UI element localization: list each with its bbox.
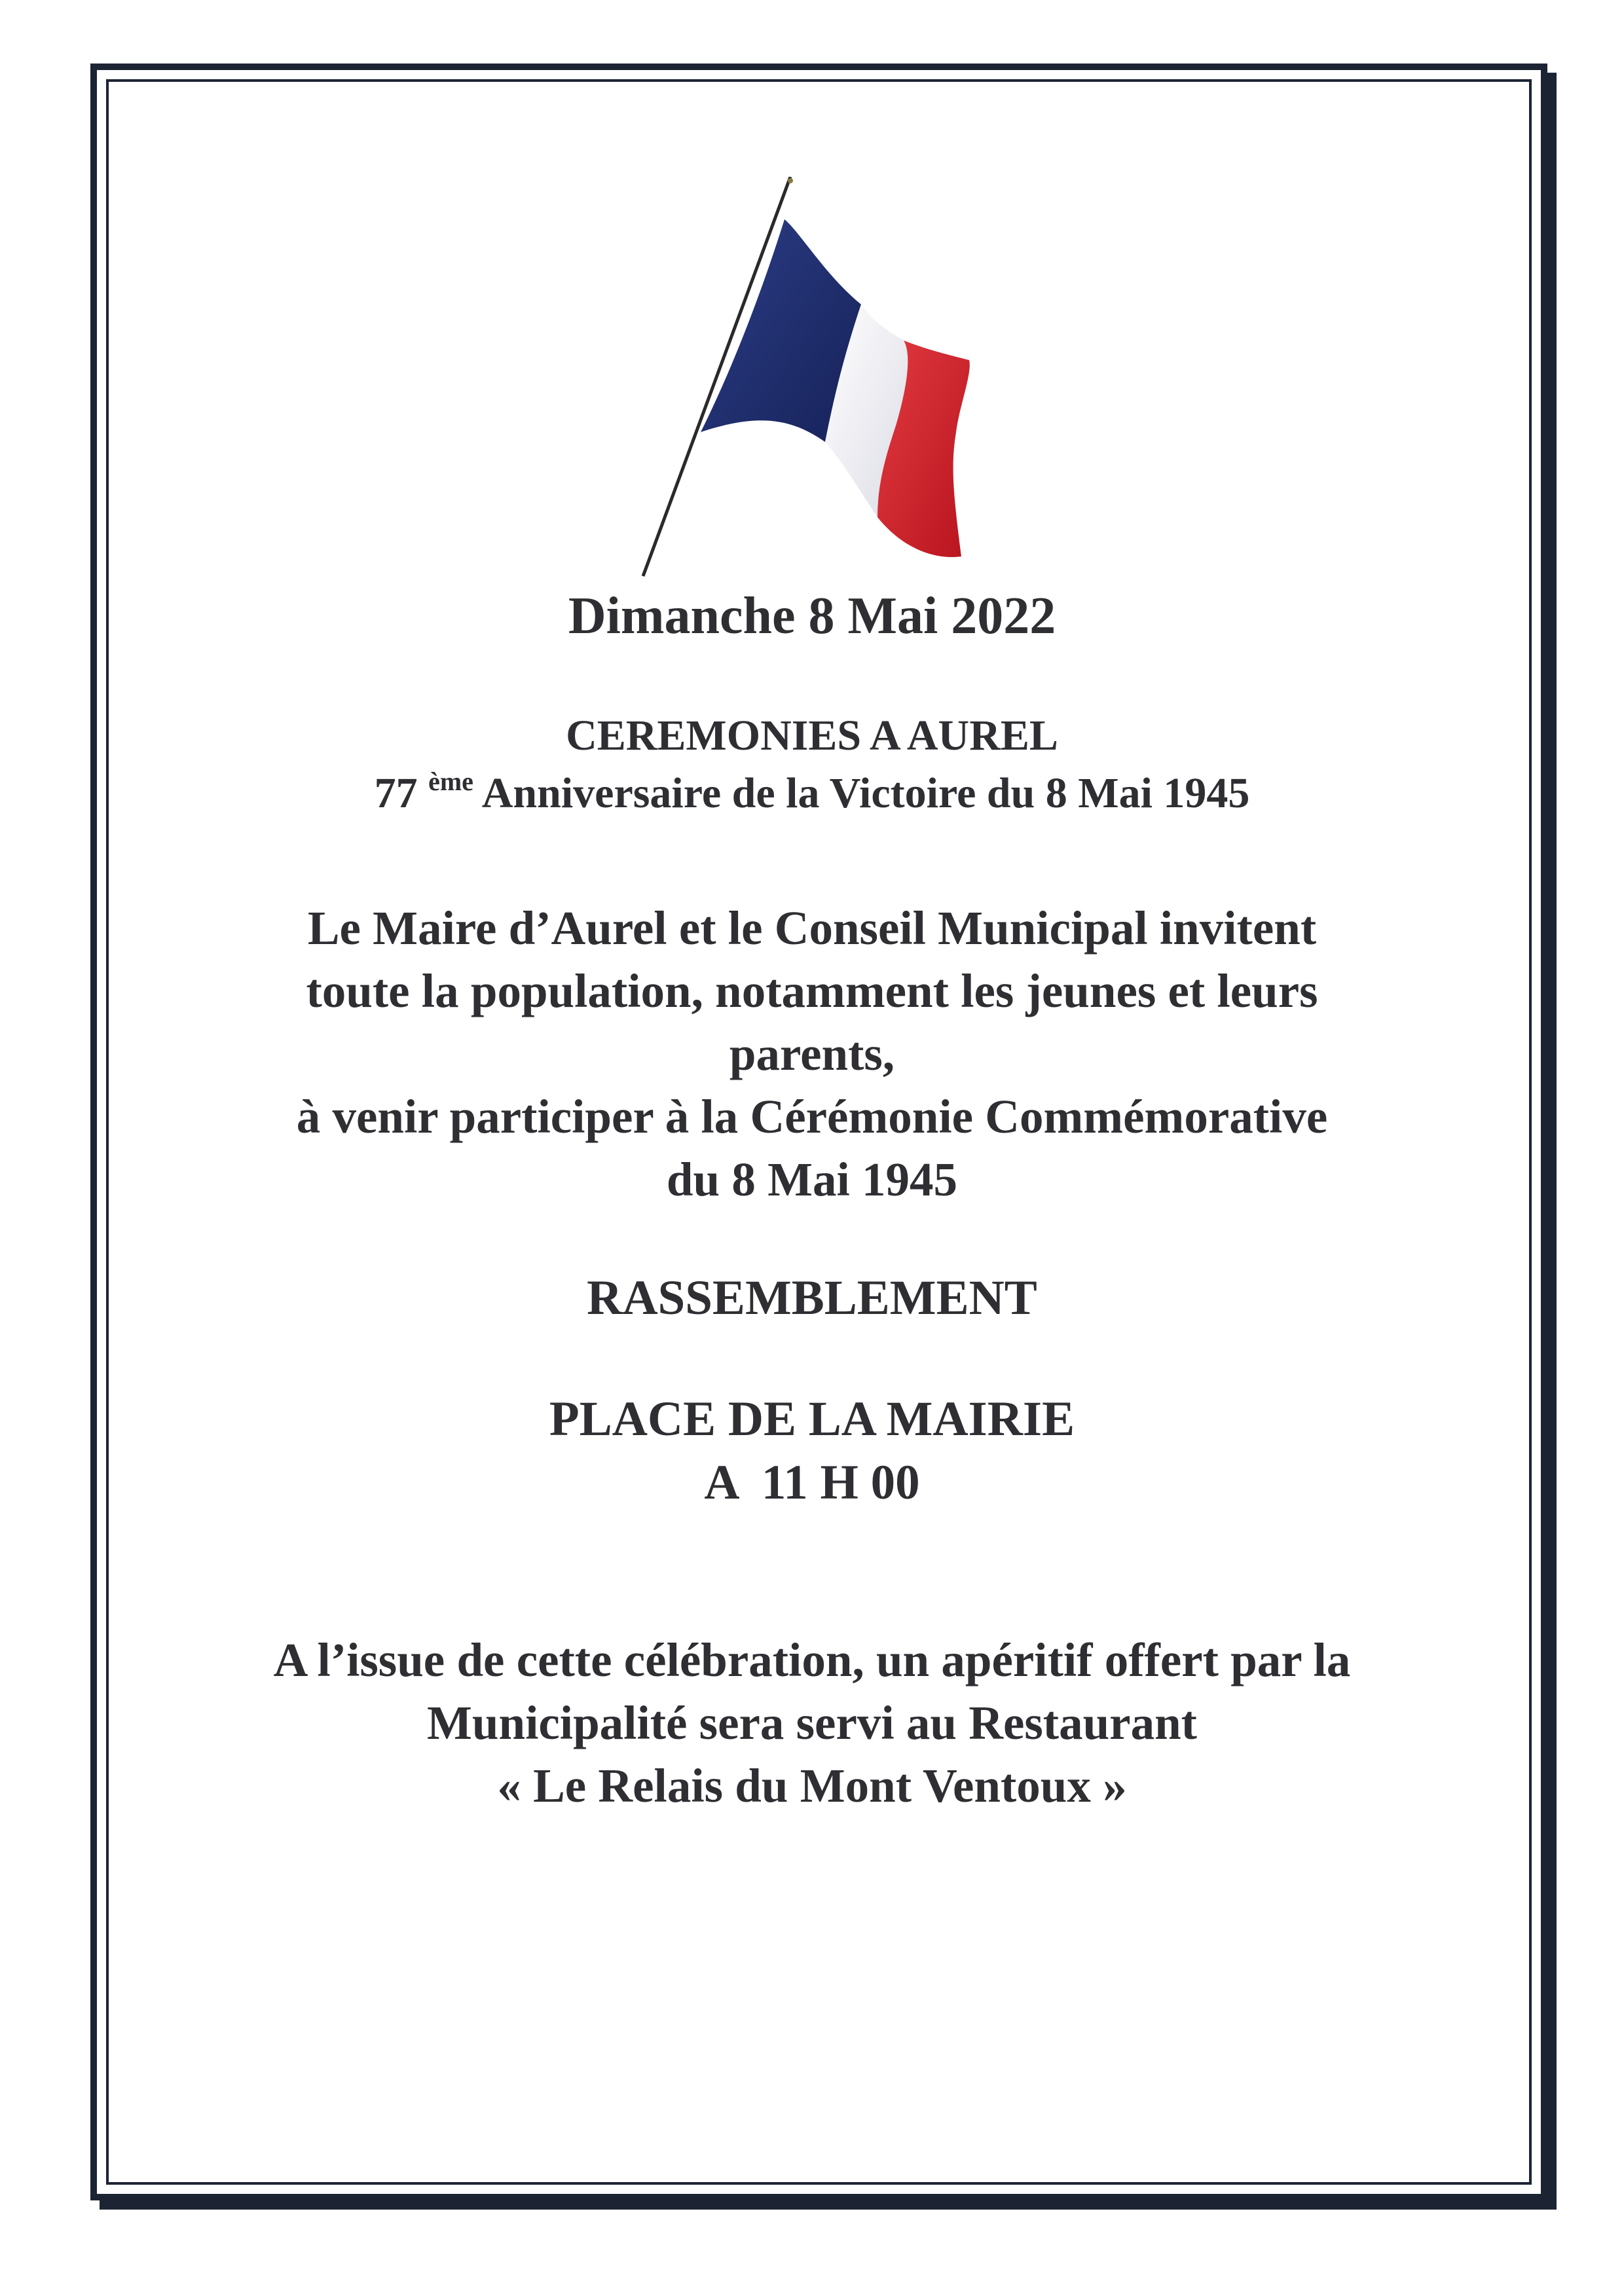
aperitif-paragraph [0,1629,1624,1817]
aperitif-line: Municipalité sera servi au Restaurant [427,1696,1197,1749]
anniversary-suffix: ème [428,767,473,796]
gathering-time: A 11 H 00 [704,1455,920,1510]
ceremony-title: CEREMONIES A AUREL [566,712,1058,759]
french-flag-icon [629,177,1008,589]
aperitif-line: « Le Relais du Mont Ventoux » [497,1759,1127,1812]
invitation-line: toute la population, notamment les jeunes et leurs [306,964,1318,1017]
event-date: Dimanche 8 Mai 2022 [568,587,1056,645]
invitation-line: Le Maire d’Aurel et le Conseil Municipal invitent [307,902,1317,955]
anniversary-text: Anniversaire de la Victoire du 8 Mai 1945 [481,769,1250,817]
aperitif-line: A l’issue de cette célébration, un apéritif offert par la [273,1633,1351,1686]
invitation-paragraph [0,897,1624,1211]
gathering-label: RASSEMBLEMENT [587,1271,1037,1325]
invitation-line: parents, [729,1027,895,1080]
invitation-line: du 8 Mai 1945 [666,1153,958,1206]
gathering-place: PLACE DE LA MAIRIE [549,1392,1075,1446]
anniversary-line [0,769,1624,818]
anniversary-number: 77 [374,769,418,817]
invitation-line: à venir participer à la Cérémonie Commémorative [296,1090,1328,1143]
